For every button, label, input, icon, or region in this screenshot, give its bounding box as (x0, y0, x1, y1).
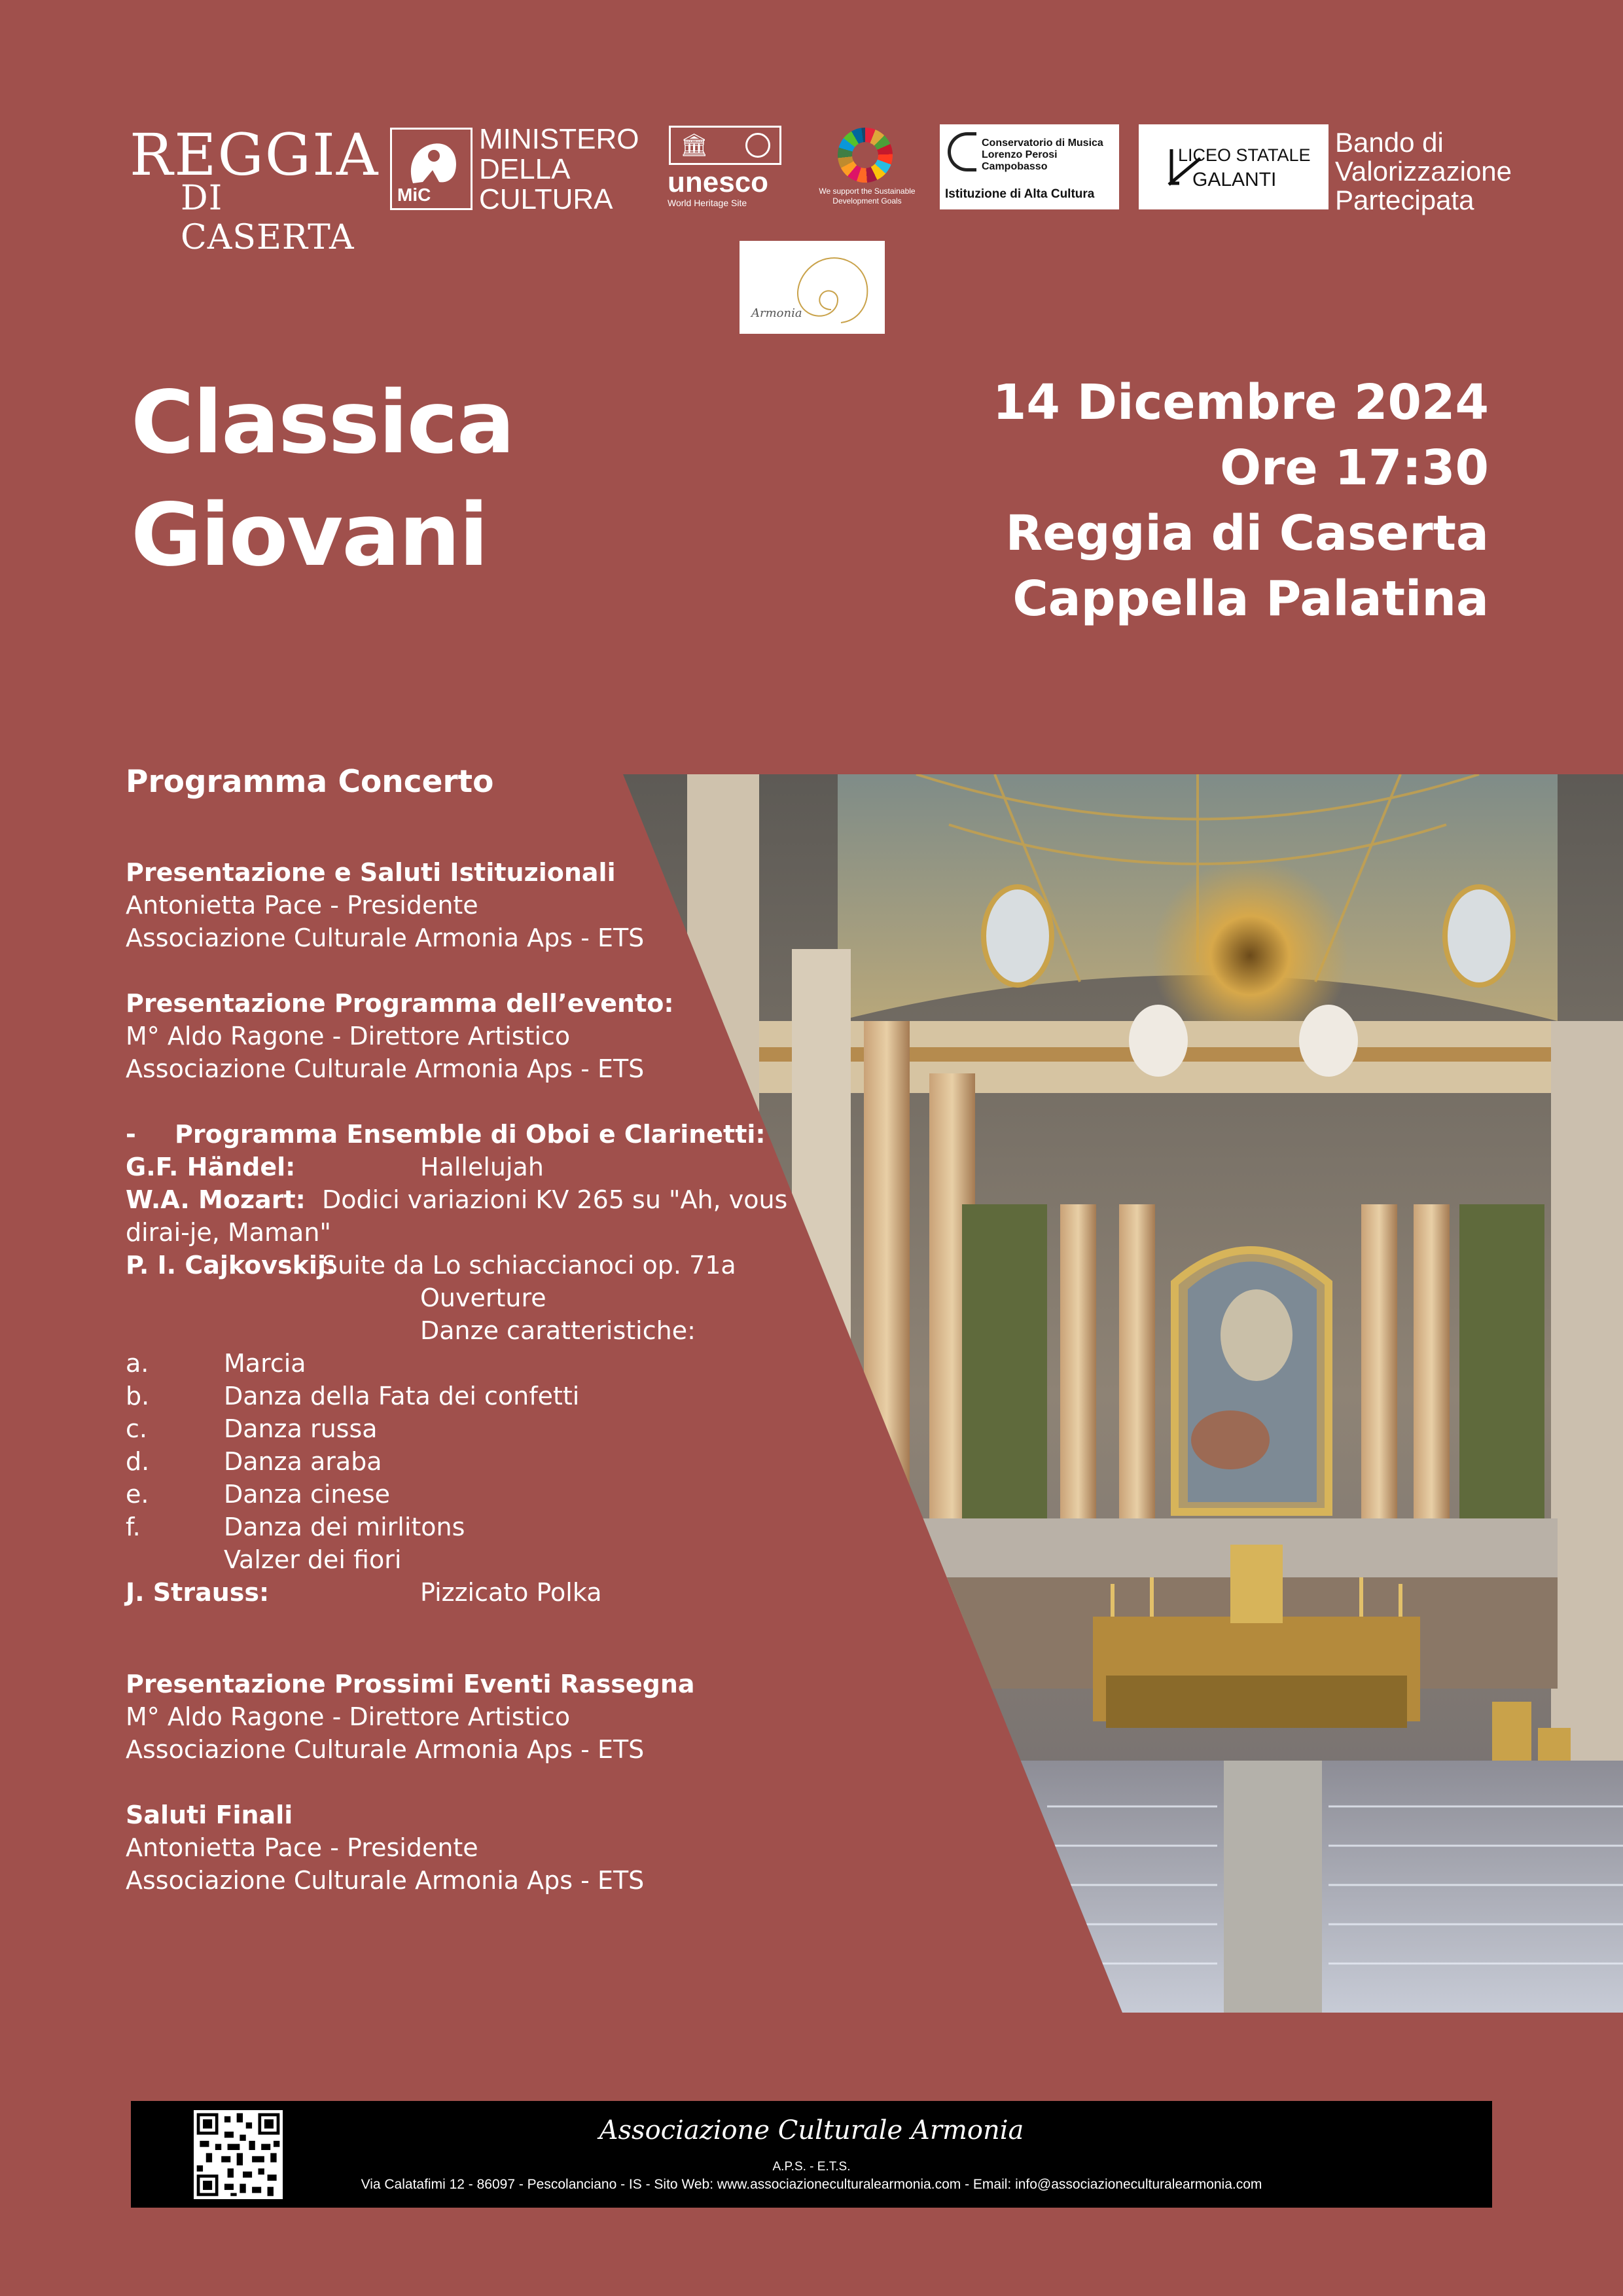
program-line: Associazione Culturale Armonia Aps - ETS (126, 1735, 645, 1764)
program-line: Associazione Culturale Armonia Aps - ETS (126, 1866, 645, 1895)
composer-name: G.F. Händel: (126, 1153, 296, 1181)
piece-name: Suite da Lo schiaccianoci op. 71a (322, 1251, 736, 1280)
ministero-line: MINISTERO (479, 123, 639, 155)
piece-name: Dodici variazioni KV 265 su "Ah, vous (322, 1185, 788, 1214)
footer-aps: A.P.S. - E.T.S. (772, 2160, 851, 2174)
piece-name: Pizzicato Polka (420, 1578, 602, 1607)
dance-item (126, 1347, 306, 1380)
dance-item (126, 1380, 580, 1412)
dance-letter: e. (126, 1480, 149, 1509)
temple-icon: 🏛 (680, 132, 709, 158)
dance-letter: f. (126, 1513, 141, 1541)
event-room: Cappella Palatina (1012, 571, 1489, 627)
conservatorio-line: Lorenzo Perosi (982, 149, 1058, 160)
dance-item (126, 1412, 378, 1445)
dance-letter: c. (126, 1414, 147, 1443)
dance-name: Danza della Fata dei confetti (224, 1382, 580, 1410)
dance-name: Danza dei mirlitons (224, 1513, 465, 1541)
dance-item (126, 1445, 382, 1478)
conservatorio-line: Campobasso (982, 161, 1048, 172)
dance-name: Marcia (224, 1349, 306, 1378)
program-line: Associazione Culturale Armonia Aps - ETS (126, 924, 645, 952)
reggia-logo-line1: REGGIA (130, 121, 380, 188)
unesco-subtitle: World Heritage Site (668, 198, 747, 208)
ministero-line: DELLA (479, 153, 571, 185)
footer-bar (131, 2101, 1492, 2208)
section-title: Presentazione e Saluti Istituzionali (126, 858, 616, 887)
armonia-logo-text: Armonia (751, 306, 802, 320)
title-line1: Classica (131, 372, 514, 473)
bando-line: Bando di (1335, 127, 1444, 158)
dance-name: Danza araba (224, 1447, 382, 1476)
piece-part: Danze caratteristiche: (420, 1316, 696, 1345)
section-title: Presentazione Prossimi Eventi Rassegna (126, 1670, 695, 1698)
program-line: M° Aldo Ragone - Direttore Artistico (126, 1702, 571, 1731)
liceo-line1: LICEO STATALE (1178, 145, 1311, 165)
mic-abbr: MiC (397, 185, 431, 205)
handel-row (126, 1151, 544, 1183)
liceo-line2: GALANTI (1192, 169, 1277, 190)
section-title: Saluti Finali (126, 1801, 293, 1829)
composer-name: W.A. Mozart: (126, 1185, 306, 1214)
bando-line: Partecipata (1335, 185, 1474, 215)
ensemble-title: Programma Ensemble di Oboi e Clarinetti: (175, 1120, 766, 1149)
dance-letter: d. (126, 1447, 150, 1476)
dance-item (126, 1511, 465, 1543)
reggia-logo-line2: DI CASERTA (181, 179, 355, 257)
strauss-row (126, 1576, 602, 1609)
event-date: 14 Dicembre 2024 (992, 374, 1489, 431)
footer-address: Via Calatafimi 12 - 86097 - Pescolanciano - IS - Sito Web: www.associazioneculturalearmonia.com - Email: info@associazioneculturalearmonia.com (361, 2177, 1262, 2192)
unesco-word: unesco (668, 166, 769, 198)
piece-continuation: dirai-je, Maman" (126, 1218, 331, 1247)
dance-letter: b. (126, 1382, 150, 1410)
mozart-row (126, 1183, 788, 1216)
dance-name: Danza cinese (224, 1480, 391, 1509)
program-heading: Programma Concerto (126, 764, 494, 800)
title-line2: Giovani (131, 485, 488, 586)
conservatorio-line: Conservatorio di Musica (982, 137, 1103, 149)
section-title: Presentazione Programma dell’evento: (126, 989, 674, 1018)
composer-name: J. Strauss: (126, 1578, 270, 1607)
composer-name: P. I. Cajkovskij: (126, 1251, 336, 1280)
event-venue: Reggia di Caserta (1005, 505, 1489, 562)
program-line: Antonietta Pace - Presidente (126, 1833, 478, 1862)
conservatorio-subtitle: Istituzione di Alta Cultura (945, 187, 1095, 201)
ensemble-row (126, 1118, 766, 1151)
sdg-text: We support the Sustainable Development Goals (819, 187, 916, 206)
dance-item (126, 1478, 391, 1511)
footer-org-name: Associazione Culturale Armonia (599, 2115, 1024, 2145)
piece-name: Hallelujah (420, 1153, 544, 1181)
program-line: Associazione Culturale Armonia Aps - ETS (126, 1054, 645, 1083)
program-line: Antonietta Pace - Presidente (126, 891, 478, 920)
dance-name: Danza russa (224, 1414, 378, 1443)
ensemble-dash: - (126, 1120, 136, 1149)
dance-name: Valzer dei fiori (224, 1545, 402, 1574)
tchaikovsky-row (126, 1249, 736, 1282)
program-line: M° Aldo Ragone - Direttore Artistico (126, 1022, 571, 1050)
event-time: Ore 17:30 (1220, 440, 1489, 496)
dance-letter: a. (126, 1349, 149, 1378)
ministero-line: CULTURA (479, 183, 613, 215)
bando-line: Valorizzazione (1335, 156, 1512, 187)
piece-part: Ouverture (420, 1283, 546, 1312)
